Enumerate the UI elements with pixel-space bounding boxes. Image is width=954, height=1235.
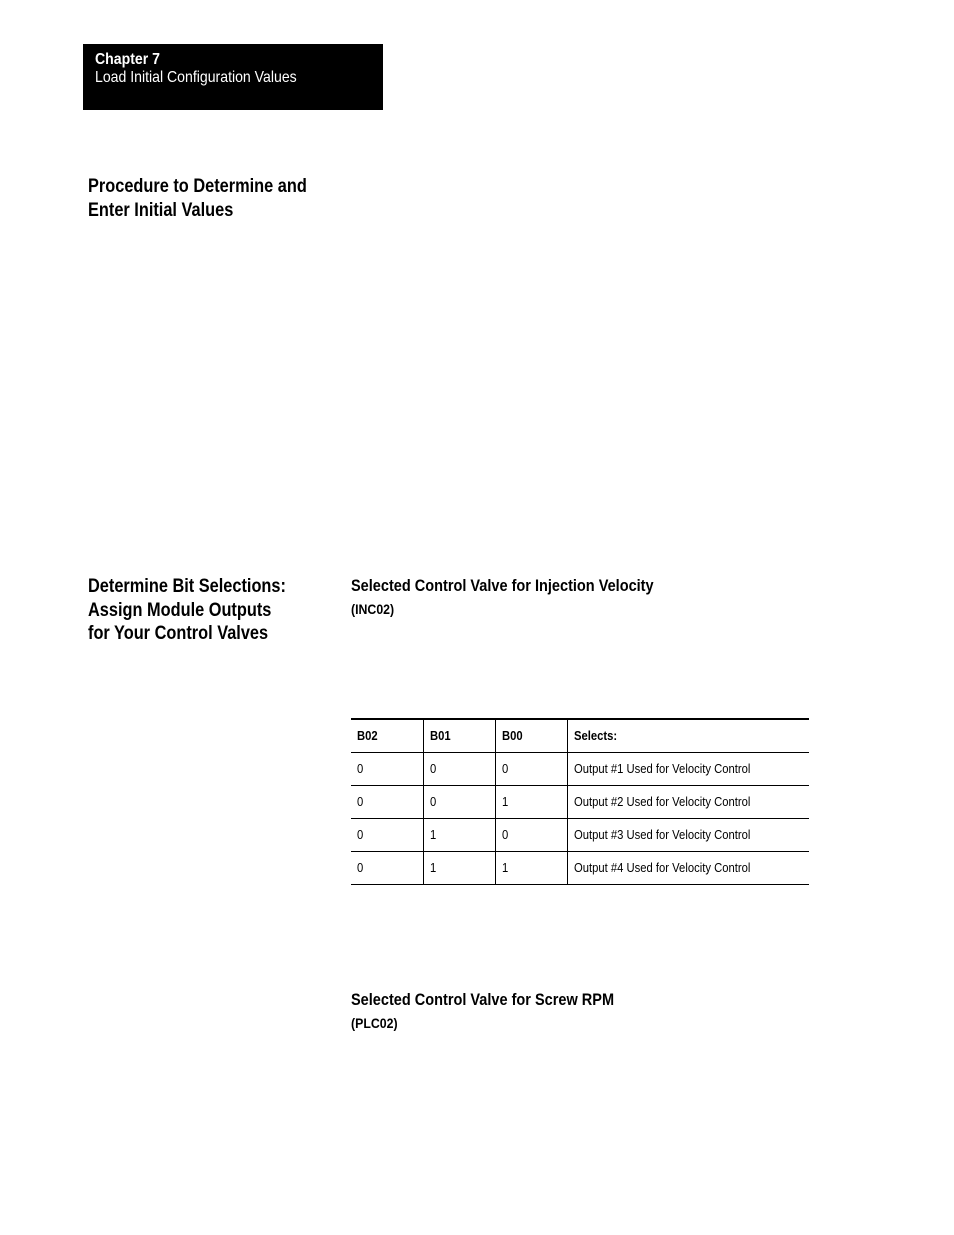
- table-row: [351, 852, 809, 885]
- cell-b01: 0: [424, 753, 496, 786]
- cell-b00: 1: [496, 852, 568, 885]
- chapter-title: Load Initial Configuration Values: [95, 69, 297, 86]
- velocity-bit-table: [351, 718, 809, 885]
- header-b01: B01: [424, 719, 496, 753]
- cell-b00: 0: [496, 819, 568, 852]
- header-selects: Selects:: [568, 719, 810, 753]
- table-row: [351, 753, 809, 786]
- screw-rpm-valve-title: Selected Control Valve for Screw RPM: [351, 991, 615, 1009]
- cell-b00: 1: [496, 786, 568, 819]
- velocity-valve-title: Selected Control Valve for Injection Velocity: [351, 577, 654, 595]
- table-header-row: [351, 719, 809, 753]
- cell-b01: 0: [424, 786, 496, 819]
- procedure-heading: [88, 175, 312, 222]
- header-b00: B00: [496, 719, 568, 753]
- cell-b01: 1: [424, 852, 496, 885]
- chapter-label: Chapter 7: [95, 51, 160, 68]
- procedure-heading-line-2: Enter Initial Values: [88, 199, 234, 221]
- cell-b02: 0: [351, 819, 424, 852]
- procedure-heading-line-1: Procedure to Determine and: [88, 176, 307, 197]
- header-b02: B02: [351, 719, 424, 753]
- cell-b02: 0: [351, 786, 424, 819]
- cell-selects: Output #4 Used for Velocity Control: [568, 852, 810, 885]
- velocity-valve-code: (INC02): [351, 601, 395, 617]
- cell-selects: Output #3 Used for Velocity Control: [568, 819, 810, 852]
- chapter-header: [83, 44, 383, 110]
- cell-b00: 0: [496, 753, 568, 786]
- bit-selection-heading: [88, 575, 312, 646]
- table-row: [351, 786, 809, 819]
- cell-selects: Output #2 Used for Velocity Control: [568, 786, 810, 819]
- bit-selection-heading-line-3: for Your Control Valves: [88, 623, 269, 644]
- table-row: [351, 819, 809, 852]
- cell-b02: 0: [351, 852, 424, 885]
- bit-selection-heading-line-1: Determine Bit Selections:: [88, 576, 286, 597]
- cell-b01: 1: [424, 819, 496, 852]
- cell-b02: 0: [351, 753, 424, 786]
- cell-selects: Output #1 Used for Velocity Control: [568, 753, 810, 786]
- screw-rpm-valve-code: (PLC02): [351, 1015, 398, 1031]
- bit-selection-heading-line-2: Assign Module Outputs: [88, 599, 272, 621]
